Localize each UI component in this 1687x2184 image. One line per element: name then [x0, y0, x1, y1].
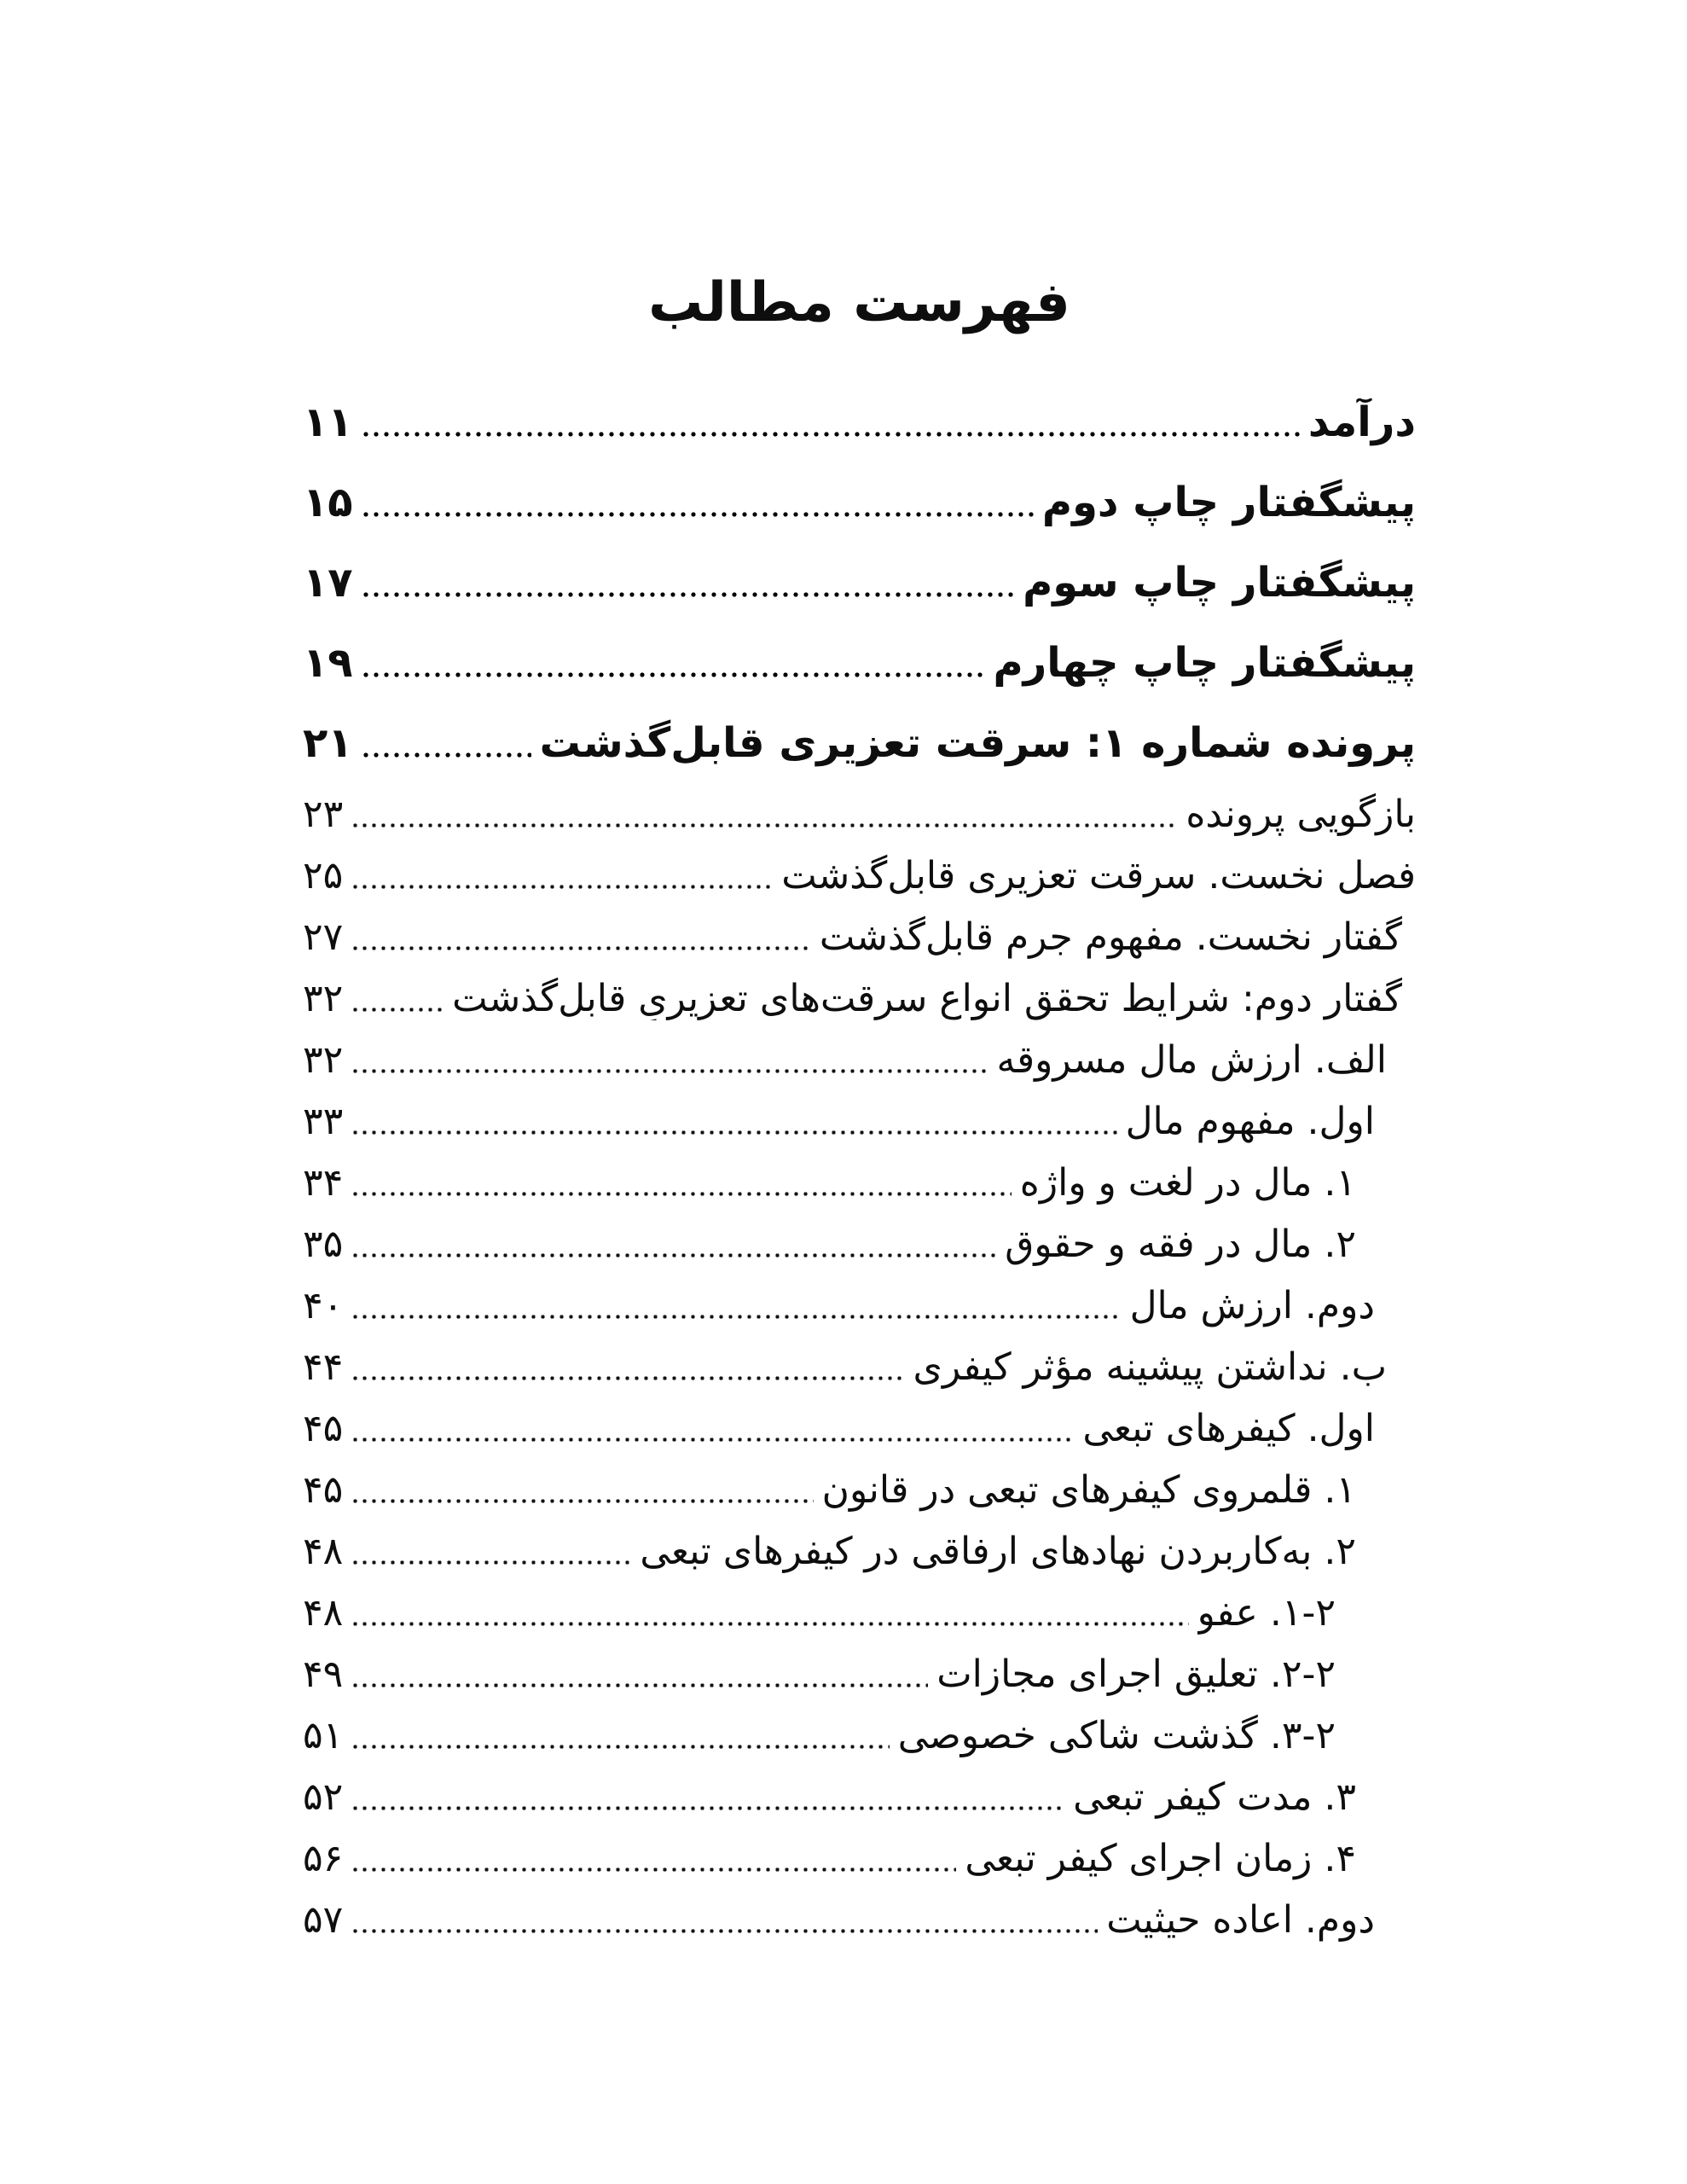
toc-row: [303, 1520, 1416, 1582]
dotted-leader: [363, 512, 1034, 517]
dotted-leader: [353, 1622, 1188, 1626]
toc-entry-title: ۴. زمان اجرای کیفر تبعی: [965, 1836, 1356, 1880]
toc-entry-title: اول. کیفرهای تبعی: [1082, 1406, 1375, 1450]
toc-row: [303, 623, 1416, 703]
dotted-leader: [363, 752, 531, 758]
toc-entry-title: ۳. مدت کیفر تبعی: [1073, 1774, 1356, 1819]
toc-entry-title: درآمد: [1307, 398, 1416, 446]
dotted-leader: [363, 672, 985, 677]
toc-row: [303, 906, 1416, 967]
toc-page-number: ۲۵: [303, 853, 344, 897]
page-title: فهرست مطالب: [648, 271, 1070, 334]
toc-page-number: ۱۱: [303, 398, 353, 446]
toc-page-number: ۲۷: [303, 915, 344, 959]
dotted-leader: [353, 1806, 1064, 1810]
toc-row: [303, 1336, 1416, 1397]
toc-row: [303, 967, 1416, 1029]
toc-entry-title: فصل نخست. سرقت تعزیری قابل‌گذشت: [781, 853, 1416, 897]
dotted-leader: [353, 1192, 1012, 1196]
toc-entry-title: الف. ارزش مال مسروقه: [996, 1037, 1387, 1082]
toc-row: [303, 1766, 1416, 1827]
toc-entry-title: پیشگفتار چاپ دوم: [1041, 479, 1416, 526]
toc-row: [303, 1705, 1416, 1766]
toc-row: [303, 783, 1416, 845]
dotted-leader: [353, 1683, 928, 1687]
toc-page-number: ۵۶: [303, 1836, 344, 1880]
toc-page-number: ۴۴: [303, 1345, 344, 1389]
toc-page-number: ۱۷: [303, 559, 353, 607]
toc-page-number: ۴۵: [303, 1406, 344, 1450]
dotted-leader: [353, 1745, 889, 1749]
toc-entry-title: گفتار نخست. مفهوم جرم قابل‌گذشت: [819, 915, 1402, 959]
dotted-leader: [353, 1929, 1098, 1933]
toc-entry-title: پرونده شماره ۱: سرقت تعزیری قابل‌گذشت: [539, 719, 1416, 767]
toc-page-number: ۴۵: [303, 1467, 344, 1512]
toc-row: [303, 703, 1416, 783]
toc-row: [303, 1582, 1416, 1643]
toc-entry-title: ب. نداشتن پیشینه مؤثر کیفری: [913, 1345, 1387, 1389]
toc-page-number: ۳۴: [303, 1160, 344, 1205]
toc-row: [303, 1459, 1416, 1520]
toc-row: [303, 1827, 1416, 1889]
toc-page-number: ۵۲: [303, 1774, 344, 1819]
dotted-leader: [363, 432, 1300, 437]
dotted-leader: [363, 592, 1014, 597]
dotted-leader: [353, 1253, 996, 1258]
toc-entry-title: بازگویی پرونده: [1186, 792, 1416, 836]
toc-row: [303, 1889, 1416, 1950]
toc-entry-title: دوم. ارزش مال: [1129, 1283, 1375, 1327]
toc-entry-title: ۲‏-‏۳. گذشت شاکی خصوصی: [897, 1713, 1336, 1757]
toc-page-number: ۴۸: [303, 1590, 344, 1635]
dotted-leader: [353, 1008, 443, 1012]
toc-row: [303, 1275, 1416, 1336]
dotted-leader: [353, 1438, 1074, 1442]
toc-page-number: ۳۵: [303, 1222, 344, 1266]
toc-page-number: ۳۲: [303, 1037, 344, 1082]
toc-page-number: ۴۸: [303, 1529, 344, 1573]
toc-entry-title: ۲‏-‏۲. تعلیق اجرای مجازات: [936, 1652, 1336, 1696]
toc-row: [303, 543, 1416, 623]
toc-page-number: ۴۹: [303, 1652, 344, 1696]
toc-row: [303, 382, 1416, 462]
toc-entry-title: ۱. مال در لغت و واژه: [1019, 1160, 1356, 1205]
toc-entry-title: ۲. مال در فقه و حقوق: [1005, 1222, 1356, 1266]
toc-page-number: ۴۰: [303, 1283, 344, 1327]
toc-entry-title: گفتار دوم: شرایط تحقق انواع سرقت‌های تعزیریِ قابل‌گذشت: [452, 976, 1402, 1020]
toc-page-number: ۳۲: [303, 976, 344, 1020]
dotted-leader: [353, 946, 811, 950]
dotted-leader: [353, 823, 1177, 828]
dotted-leader: [353, 1069, 988, 1073]
dotted-leader: [353, 1376, 904, 1380]
toc-row: [303, 462, 1416, 543]
toc-page-number: ۵۱: [303, 1713, 344, 1757]
toc-page-number: ۲۳: [303, 792, 344, 836]
toc-row: [303, 1090, 1416, 1152]
toc-row: [303, 845, 1416, 906]
dotted-leader: [353, 1867, 956, 1872]
toc-row: [303, 1397, 1416, 1459]
toc-page-number: ۳۳: [303, 1099, 344, 1143]
dotted-leader: [353, 885, 773, 889]
toc-entry-title: اول. مفهوم مال: [1125, 1099, 1375, 1143]
toc-page-number: ۱۹: [303, 639, 353, 687]
toc-entry-title: ۱. قلمروی کیفرهای تبعی در قانون: [821, 1467, 1356, 1512]
toc-page-number: ۵۷: [303, 1897, 344, 1942]
toc-row: [303, 1213, 1416, 1275]
toc-row: [303, 1029, 1416, 1090]
toc-page-number: ۱۵: [303, 479, 353, 526]
toc-entry-title: پیشگفتار چاپ چهارم: [993, 639, 1416, 687]
toc-entry-title: ۲. به‌کاربردن نهادهای ارفاقی در کیفرهای تبعی: [640, 1529, 1356, 1573]
dotted-leader: [353, 1560, 631, 1565]
toc-row: [303, 1152, 1416, 1213]
toc-entry-title: دوم. اعاده حیثیت: [1106, 1897, 1375, 1942]
toc-list: [303, 382, 1416, 1950]
toc-row: [303, 1643, 1416, 1705]
dotted-leader: [353, 1499, 813, 1503]
dotted-leader: [353, 1130, 1116, 1135]
toc-entry-title: پیشگفتار چاپ سوم: [1023, 559, 1416, 607]
toc-entry-title: ۲‏-‏۱. عفو: [1197, 1590, 1336, 1635]
dotted-leader: [353, 1315, 1121, 1319]
toc-page-number: ۲۱: [303, 719, 353, 767]
